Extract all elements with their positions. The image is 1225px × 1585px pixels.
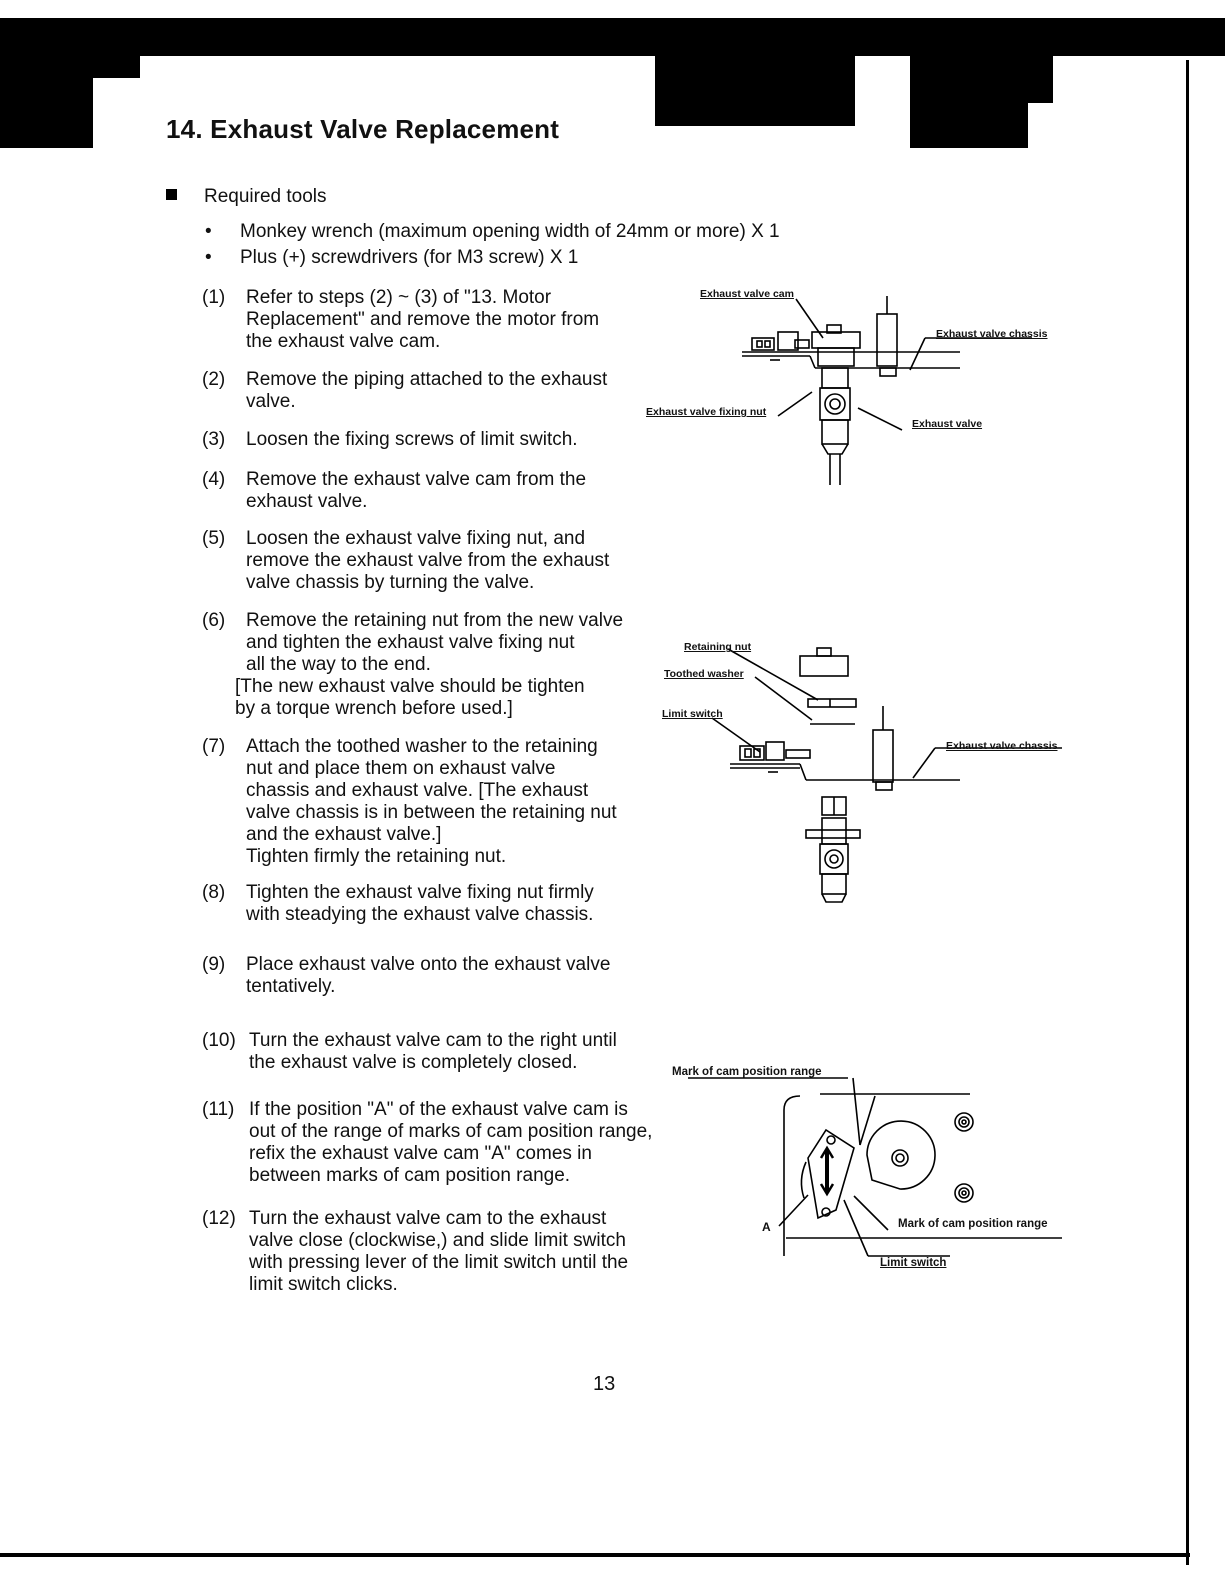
label-mark-of-cam-position-range-right: Mark of cam position range bbox=[898, 1218, 1048, 1230]
step-7: (7) Attach the toothed washer to the retaining nut and place them on exhaust valve chassis and exhaust valve. [The exhaust valve chassis is in between the retaining nut and the exhaust valve.] Tighten firmly the retaining nut. bbox=[202, 736, 617, 867]
label-limit-switch: Limit switch bbox=[662, 708, 723, 720]
figure-2-exploded-view bbox=[712, 648, 1062, 902]
step-8: (8) Tighten the exhaust valve fixing nut firmly with steadying the exhaust valve chassis. bbox=[202, 882, 594, 925]
label-mark-of-cam-position-range-top: Mark of cam position range bbox=[672, 1066, 822, 1078]
label-exhaust-valve-cam: Exhaust valve cam bbox=[700, 288, 794, 300]
step-11: (11) If the position "A" of the exhaust valve cam is out of the range of marks of cam position range, refix the exhaust valve cam "A" comes in between marks of cam position range. bbox=[202, 1099, 653, 1186]
step-2: (2) Remove the piping attached to the exhaust valve. bbox=[202, 369, 608, 412]
bullet-icon: • bbox=[205, 247, 212, 268]
step-5: (5) Loosen the exhaust valve fixing nut, and remove the exhaust valve from the exhaust valve chassis by turning the valve. bbox=[202, 528, 610, 593]
tool-item: • Plus (+) screwdrivers (for M3 screw) X 1 bbox=[205, 247, 579, 268]
step-12: (12) Turn the exhaust valve cam to the exhaust valve close (clockwise,) and slide limit switch with pressing lever of the limit switch until the limit switch clicks. bbox=[202, 1208, 629, 1295]
required-tools-heading: Required tools bbox=[166, 186, 327, 208]
page-title: 14. Exhaust Valve Replacement bbox=[166, 114, 560, 144]
label-exhaust-valve-chassis: Exhaust valve chassis bbox=[936, 328, 1048, 340]
label-retaining-nut: Retaining nut bbox=[684, 641, 752, 653]
step-10: (10) Turn the exhaust valve cam to the right until the exhaust valve is completely closed. bbox=[202, 1030, 617, 1073]
tool-item: • Monkey wrench (maximum opening width of 24mm or more) X 1 bbox=[205, 221, 780, 242]
step-4: (4) Remove the exhaust valve cam from the exhaust valve. bbox=[202, 469, 587, 512]
figure-1-valve-assembly bbox=[742, 296, 1032, 485]
label-limit-switch-3: Limit switch bbox=[880, 1257, 947, 1269]
step-6-note: [The new exhaust valve should be tighten by a torque wrench before used.] bbox=[235, 676, 585, 719]
label-exhaust-valve: Exhaust valve bbox=[912, 418, 983, 430]
step-6: (6) Remove the retaining nut from the new valve and tighten the exhaust valve fixing nut all the way to the end. [The new exhaust valve should be tighten by a torque wrench before used.] bbox=[202, 610, 624, 719]
step-9: (9) Place exhaust valve onto the exhaust valve tentatively. bbox=[202, 954, 611, 997]
bullet-icon: • bbox=[205, 221, 212, 242]
label-toothed-washer: Toothed washer bbox=[664, 668, 744, 680]
label-exhaust-valve-fixing-nut: Exhaust valve fixing nut bbox=[646, 406, 767, 418]
step-3: (3) Loosen the fixing screws of limit switch. bbox=[202, 429, 578, 450]
label-position-a: A bbox=[762, 1220, 771, 1234]
label-exhaust-valve-chassis-2: Exhaust valve chassis bbox=[946, 740, 1058, 752]
step-1: (1) Refer to steps (2) ~ (3) of "13. Motor Replacement" and remove the motor from the exhaust valve cam. bbox=[202, 287, 600, 352]
page-number: 13 bbox=[593, 1373, 616, 1395]
